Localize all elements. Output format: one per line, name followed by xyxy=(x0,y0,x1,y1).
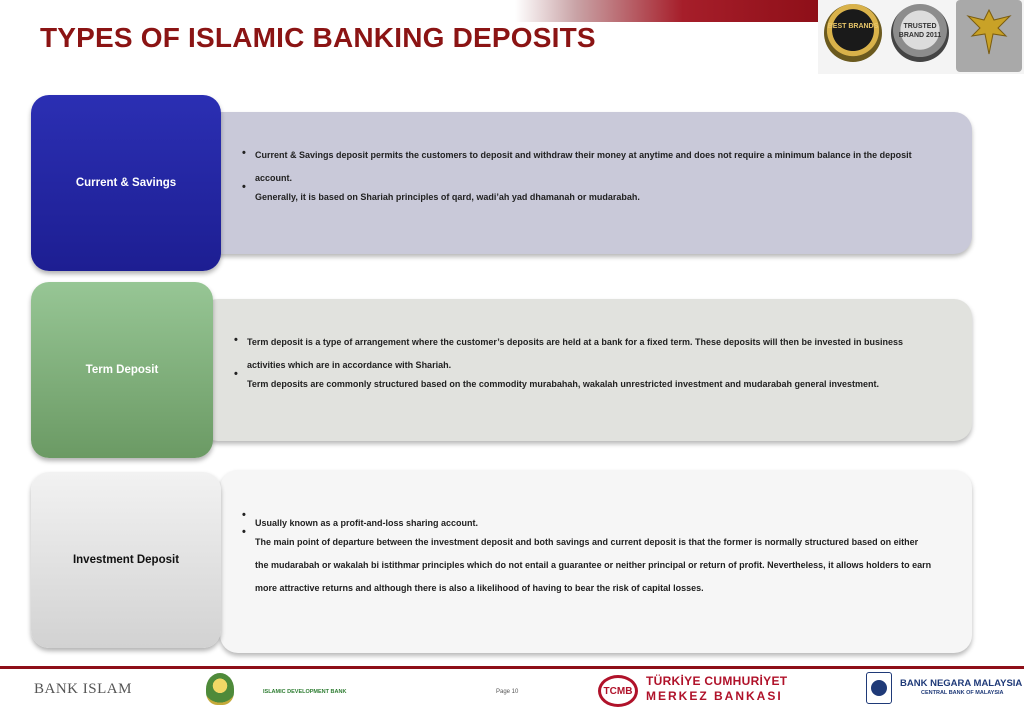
current-savings-bullets xyxy=(242,144,932,209)
bullet-text: Term deposits are commonly structured based on the commodity murabahah, wakalah unrestricted investment and mudarabah general investment. xyxy=(247,379,879,389)
tcmb-name-line1: TÜRKİYE CUMHURİYET xyxy=(646,674,788,688)
eagle-crest-icon xyxy=(956,0,1022,72)
page-number: Page 10 xyxy=(496,689,519,695)
list-item: • Usually known as a profit-and-loss sharing account. xyxy=(242,512,932,535)
current-savings-label: Current & Savings xyxy=(31,95,221,271)
award-logos xyxy=(818,0,1024,74)
bullet-text: Generally, it is based on Shariah principles of qard, wadi’ah yad dhamanah or mudarabah. xyxy=(255,192,640,202)
investment-deposit-panel xyxy=(220,470,972,653)
bullet-text: Term deposit is a type of arrangement where the customer’s deposits are held at a bank for a fixed term. These deposits will then be invested in business activities which are in accordance with Shariah. xyxy=(247,337,904,370)
trusted-brand-badge-text: TRUSTED BRAND 2011 xyxy=(898,23,942,39)
list-item: • Current & Savings deposit permits the customers to deposit and withdraw their money at anytime and does not require a minimum balance in the deposit account. xyxy=(242,144,932,190)
bnm-subtitle: CENTRAL BANK OF MALAYSIA xyxy=(921,690,1004,696)
top-accent-banner xyxy=(515,0,820,22)
tcmb-name-line2: MERKEZ BANKASI xyxy=(646,689,783,703)
bank-islam-logo: BANK ISLAM xyxy=(34,681,132,697)
list-item: • Term deposit is a type of arrangement where the customer’s deposits are held at a bank for a fixed term. These deposits will then be invested in business activities which are in accordance with Shariah. xyxy=(234,331,934,377)
tcmb-logo-icon: TCMB xyxy=(598,675,638,707)
list-item: • The main point of departure between the investment deposit and both savings and current deposit is that the former is normally structured based on either the mudarabah or wakalah bi istithmar principles which do not entail a guarantee or neither principal or return of profit. Nevertheless, it allows holders to earn more attractive returns and although there is also a likelihood of having to bear the risk of capital losses. xyxy=(242,531,932,600)
investment-deposit-bullets xyxy=(242,509,932,600)
investment-deposit-label: Investment Deposit xyxy=(31,472,221,648)
isdb-name: ISLAMIC DEVELOPMENT BANK xyxy=(263,689,347,695)
list-item: • Term deposits are commonly structured based on the commodity murabahah, wakalah unrestricted investment and mudarabah general investment. xyxy=(234,373,934,396)
term-deposit-bullets xyxy=(234,331,934,396)
term-deposit-label: Term Deposit xyxy=(31,282,213,458)
eagle-icon xyxy=(966,6,1012,58)
bullet-text: Usually known as a profit-and-loss sharing account. xyxy=(255,518,479,528)
current-savings-panel xyxy=(200,112,972,254)
bnm-name: BANK NEGARA MALAYSIA xyxy=(900,678,1023,689)
trusted-brand-badge xyxy=(891,4,949,62)
bnm-crest-icon xyxy=(866,672,892,704)
term-deposit-panel xyxy=(200,299,972,441)
isdb-emblem-icon xyxy=(206,673,234,705)
list-item: • Generally, it is based on Shariah principles of qard, wadi’ah yad dhamanah or mudarabah. xyxy=(242,186,932,209)
bullet-text: The main point of departure between the investment deposit and both savings and current deposit is that the former is normally structured based on either the mudarabah or wakalah bi istithmar principles which do not entail a guarantee or neither principal or return of profit. Nevertheless, it allows holders to earn more attractive returns and although there is also a likelihood of having to bear the risk of capital losses. xyxy=(255,537,932,593)
bullet-text: Current & Savings deposit permits the customers to deposit and withdraw their money at anytime and does not require a minimum balance in the deposit account. xyxy=(255,150,912,183)
best-brands-badge-text: BEST BRANDS xyxy=(827,23,879,30)
best-brands-badge xyxy=(824,4,882,62)
page-title: TYPES OF ISLAMIC BANKING DEPOSITS xyxy=(40,22,596,53)
footer xyxy=(0,669,1024,708)
